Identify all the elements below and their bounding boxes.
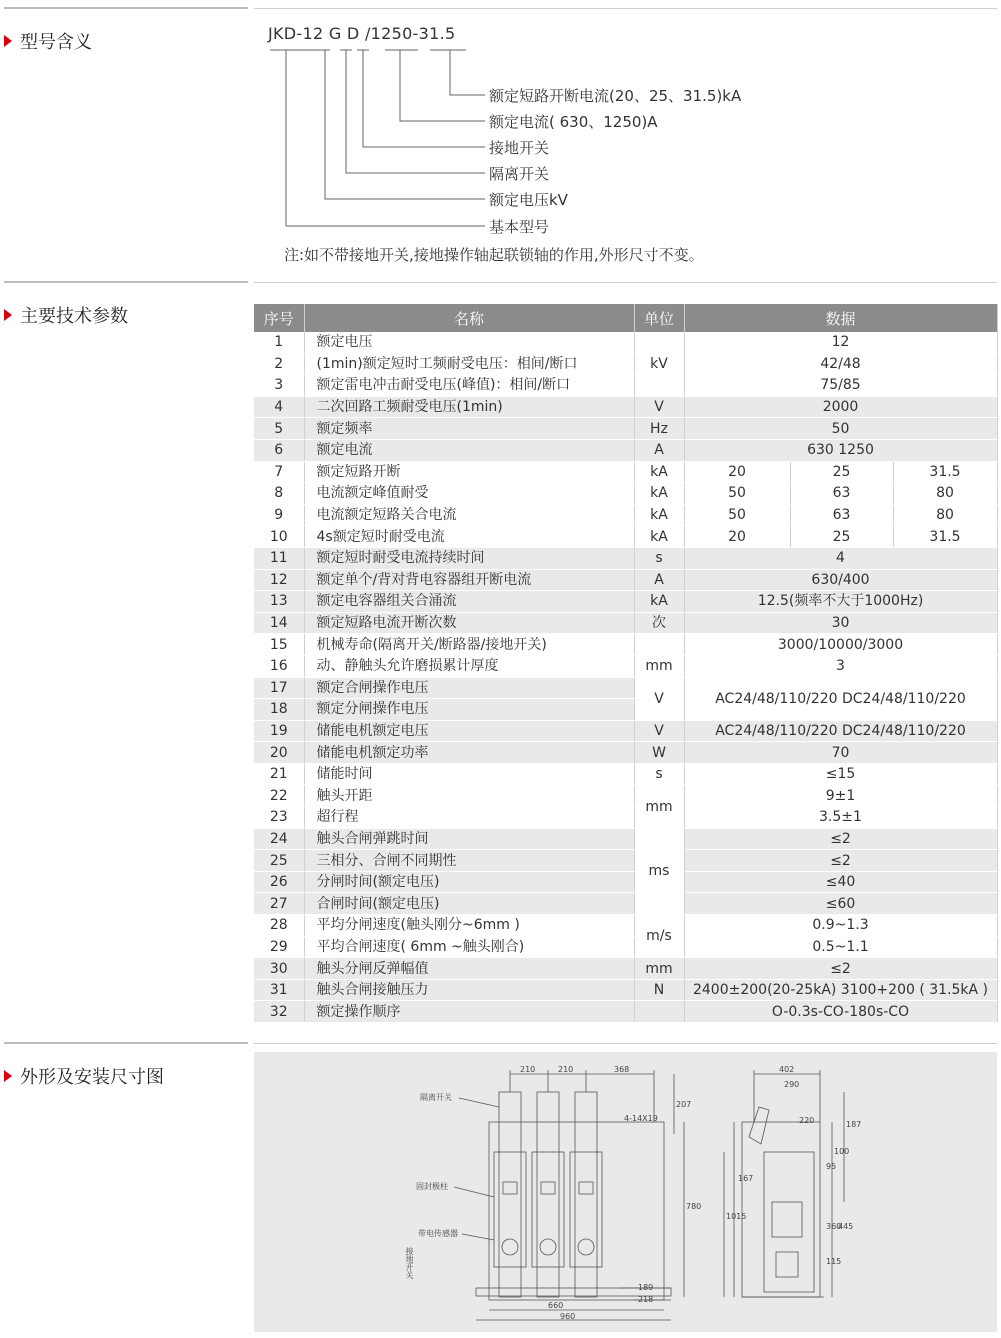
cell-no: 27 (254, 893, 304, 915)
cell-name: 额定合闸操作电压 (304, 677, 634, 699)
dim-780: 780 (686, 1202, 702, 1211)
label-pole: 固封极柱 (416, 1182, 448, 1191)
dim-360: 360 (826, 1222, 842, 1231)
dim-660: 660 (548, 1301, 564, 1310)
cell-name: 触头合闸弹跳时间 (304, 828, 634, 850)
cell-value: 630 1250 (684, 439, 997, 461)
section-drawing-title-text: 外形及安装尺寸图 (20, 1067, 164, 1088)
cell-value: ≤2 (684, 958, 997, 980)
cell-unit: V (634, 677, 684, 720)
cell-no: 2 (254, 353, 304, 375)
cell-no: 4 (254, 396, 304, 418)
cell-unit: N (634, 979, 684, 1001)
cell-unit: s (634, 547, 684, 569)
table-row (254, 785, 997, 807)
cell-value: ≤15 (684, 763, 997, 785)
cell-value: 0.9~1.3 (684, 915, 997, 937)
cell-name: 平均分闸速度(触头刚分~6mm ) (304, 915, 634, 937)
cell-value: 70 (684, 742, 997, 764)
model-code: JKD-12 G D /1250-31.5 (268, 24, 456, 43)
dim-402: 402 (779, 1065, 795, 1074)
cell-value: 2000 (684, 396, 997, 418)
cell-value-3: 80 (893, 504, 997, 526)
dim-218: 218 (638, 1295, 654, 1304)
meaning-basic-model: 基本型号 (489, 218, 550, 236)
cell-value: 4 (684, 547, 997, 569)
dim-187: 187 (846, 1120, 862, 1129)
cell-no: 3 (254, 375, 304, 397)
cell-unit: V (634, 396, 684, 418)
cell-no: 5 (254, 418, 304, 440)
cell-name: 额定雷电冲击耐受电压(峰值)：相间/断口 (304, 375, 634, 397)
cell-value-2: 63 (790, 504, 893, 526)
cell-unit: V (634, 720, 684, 742)
cell-unit: mm (634, 655, 684, 677)
table-row (254, 850, 997, 872)
cell-name: 二次回路工频耐受电压(1min) (304, 396, 634, 418)
cell-unit: kA (634, 461, 684, 483)
cell-no: 13 (254, 591, 304, 613)
cell-no: 29 (254, 936, 304, 958)
cell-value: 42/48 (684, 353, 997, 375)
dim-368: 368 (614, 1065, 630, 1074)
cell-no: 11 (254, 547, 304, 569)
dim-1015: 1015 (726, 1212, 747, 1221)
cell-no: 12 (254, 569, 304, 591)
cell-no: 30 (254, 958, 304, 980)
cell-no: 10 (254, 526, 304, 548)
table-row (254, 375, 997, 397)
section-rule-3 (4, 1042, 248, 1044)
cell-no: 14 (254, 612, 304, 634)
cell-unit: A (634, 569, 684, 591)
table-row (254, 958, 997, 980)
cell-unit: kA (634, 504, 684, 526)
cell-unit (634, 1001, 684, 1023)
cell-name: 超行程 (304, 807, 634, 829)
table-row (254, 720, 997, 742)
cell-value-3: 31.5 (893, 461, 997, 483)
dim-445: 445 (838, 1222, 854, 1231)
table-row (254, 677, 997, 699)
table-row (254, 828, 997, 850)
cell-value-2: 25 (790, 461, 893, 483)
dim-189: 189 (638, 1283, 654, 1292)
dim-220: 220 (799, 1116, 815, 1125)
cell-no: 31 (254, 979, 304, 1001)
cell-value: AC24/48/110/220 DC24/48/110/220 (684, 720, 997, 742)
table-row (254, 612, 997, 634)
cell-name: 额定电容器组关合涌流 (304, 591, 634, 613)
cell-name: 电流额定短路关合电流 (304, 504, 634, 526)
table-row (254, 547, 997, 569)
cell-value: 630/400 (684, 569, 997, 591)
cell-no: 19 (254, 720, 304, 742)
cell-no: 20 (254, 742, 304, 764)
table-row (254, 332, 997, 353)
dim-100: 100 (834, 1147, 850, 1156)
cell-value: AC24/48/110/220 DC24/48/110/220 (684, 677, 997, 720)
cell-no: 9 (254, 504, 304, 526)
table-row (254, 439, 997, 461)
table-row (254, 461, 997, 483)
cell-value: 75/85 (684, 375, 997, 397)
table-row (254, 418, 997, 440)
dim-167: 167 (738, 1174, 754, 1183)
cell-name: 额定短路电流开断次数 (304, 612, 634, 634)
table-row (254, 634, 997, 656)
cell-name: 4s额定短时耐受电流 (304, 526, 634, 548)
section-rule-3-right (254, 1043, 997, 1044)
table-row (254, 936, 997, 958)
cell-unit: kV (634, 332, 684, 396)
meaning-rated-current: 额定电流( 630、1250)A (489, 113, 658, 131)
cell-no: 7 (254, 461, 304, 483)
cell-unit: kA (634, 483, 684, 505)
cell-value: 9±1 (684, 785, 997, 807)
header-unit: 单位 (634, 304, 684, 332)
cell-name: 三相分、合闸不同期性 (304, 850, 634, 872)
cell-no: 1 (254, 332, 304, 353)
table-row (254, 979, 997, 1001)
cell-unit (634, 634, 684, 656)
section-drawing-title (4, 1063, 164, 1089)
cell-value-1: 20 (684, 461, 790, 483)
meaning-earthing-switch: 接地开关 (489, 139, 550, 157)
section-rule-2-right (254, 282, 997, 283)
cell-no: 6 (254, 439, 304, 461)
table-row (254, 396, 997, 418)
cell-name: 储能电机额定电压 (304, 720, 634, 742)
meaning-rated-voltage: 额定电压kV (489, 191, 568, 209)
cell-value-1: 20 (684, 526, 790, 548)
table-row (254, 526, 997, 548)
cell-unit: Hz (634, 418, 684, 440)
dim-210b: 210 (558, 1065, 574, 1074)
cell-no: 24 (254, 828, 304, 850)
cell-no: 26 (254, 871, 304, 893)
cell-no: 22 (254, 785, 304, 807)
params-table (254, 304, 998, 1023)
cell-no: 32 (254, 1001, 304, 1023)
cell-value-3: 80 (893, 483, 997, 505)
cell-value: 3000/10000/3000 (684, 634, 997, 656)
cell-value: ≤60 (684, 893, 997, 915)
table-row (254, 915, 997, 937)
cell-unit: m/s (634, 915, 684, 958)
cell-value: ≤40 (684, 871, 997, 893)
cell-value: 2400±200(20-25kA) 3100+200 ( 31.5kA ) (684, 979, 997, 1001)
cell-value: 50 (684, 418, 997, 440)
cell-value-2: 63 (790, 483, 893, 505)
cell-unit: mm (634, 958, 684, 980)
cell-name: 触头开距 (304, 785, 634, 807)
cell-name: 触头分闸反弹幅值 (304, 958, 634, 980)
cell-value-1: 50 (684, 483, 790, 505)
dim-210a: 210 (520, 1065, 536, 1074)
cell-name: 动、静触头允许磨损累计厚度 (304, 655, 634, 677)
dim-115: 115 (826, 1257, 842, 1266)
table-row (254, 353, 997, 375)
cell-name: 额定分闸操作电压 (304, 699, 634, 721)
cell-value: 3 (684, 655, 997, 677)
cell-unit: s (634, 763, 684, 785)
table-row (254, 569, 997, 591)
table-row (254, 504, 997, 526)
meaning-isolating-switch: 隔离开关 (489, 165, 550, 183)
cell-name: 分闸时间(额定电压) (304, 871, 634, 893)
cell-no: 8 (254, 483, 304, 505)
section-rule-2 (4, 281, 248, 283)
header-no: 序号 (254, 304, 304, 332)
table-row (254, 483, 997, 505)
cell-value: 12 (684, 332, 997, 353)
table-row (254, 655, 997, 677)
outline-drawing-svg (254, 1052, 997, 1332)
table-row (254, 1001, 997, 1023)
header-name: 名称 (304, 304, 634, 332)
dim-207: 207 (676, 1100, 692, 1109)
label-earth: 接地开关 (405, 1247, 414, 1279)
cell-no: 15 (254, 634, 304, 656)
cell-value: ≤2 (684, 828, 997, 850)
cell-no: 18 (254, 699, 304, 721)
section-model-title-text: 型号含义 (20, 32, 92, 53)
cell-unit: ms (634, 828, 684, 914)
cell-name: 触头合闸接触压力 (304, 979, 634, 1001)
cell-no: 21 (254, 763, 304, 785)
cell-unit: kA (634, 526, 684, 548)
cell-name: 额定单个/背对背电容器组开断电流 (304, 569, 634, 591)
cell-name: 机械寿命(隔离开关/断路器/接地开关) (304, 634, 634, 656)
cell-no: 23 (254, 807, 304, 829)
table-row (254, 893, 997, 915)
dim-290: 290 (784, 1080, 800, 1089)
triangle-bullet-icon (4, 1070, 12, 1082)
cell-name: 额定电流 (304, 439, 634, 461)
cell-name: 储能时间 (304, 763, 634, 785)
cell-unit: A (634, 439, 684, 461)
cell-name: 储能电机额定功率 (304, 742, 634, 764)
cell-unit: kA (634, 591, 684, 613)
cell-no: 28 (254, 915, 304, 937)
cell-value: O-0.3s-CO-180s-CO (684, 1001, 997, 1023)
cell-unit: mm (634, 785, 684, 828)
meaning-breaking-current: 额定短路开断电流(20、25、31.5)kA (489, 87, 742, 105)
triangle-bullet-icon (4, 309, 12, 321)
cell-name: 额定频率 (304, 418, 634, 440)
cell-value-1: 50 (684, 504, 790, 526)
cell-value-2: 25 (790, 526, 893, 548)
dim-4x14: 4-14X19 (624, 1114, 658, 1123)
cell-no: 17 (254, 677, 304, 699)
cell-value: 12.5(频率不大于1000Hz) (684, 591, 997, 613)
table-row (254, 591, 997, 613)
cell-no: 16 (254, 655, 304, 677)
cell-name: 额定短路开断 (304, 461, 634, 483)
cell-value: 30 (684, 612, 997, 634)
cell-value: 3.5±1 (684, 807, 997, 829)
cell-value-3: 31.5 (893, 526, 997, 548)
label-isolator: 隔离开关 (420, 1093, 452, 1102)
cell-name: 合闸时间(额定电压) (304, 893, 634, 915)
cell-name: 额定电压 (304, 332, 634, 353)
table-row (254, 763, 997, 785)
cell-no: 25 (254, 850, 304, 872)
table-header-row (254, 304, 997, 332)
cell-unit: 次 (634, 612, 684, 634)
section-params-title-text: 主要技术参数 (20, 306, 128, 327)
table-row (254, 742, 997, 764)
label-sensor: 带电传感器 (418, 1229, 458, 1238)
dim-960: 960 (560, 1312, 576, 1321)
cell-name: (1min)额定短时工频耐受电压：相间/断口 (304, 353, 634, 375)
section-params-title (4, 302, 128, 328)
cell-value: 0.5~1.1 (684, 936, 997, 958)
cell-name: 电流额定峰值耐受 (304, 483, 634, 505)
cell-name: 额定短时耐受电流持续时间 (304, 547, 634, 569)
header-data: 数据 (684, 304, 997, 332)
cell-value: ≤2 (684, 850, 997, 872)
cell-name: 平均合闸速度( 6mm ~触头刚合) (304, 936, 634, 958)
table-row (254, 807, 997, 829)
dim-95: 95 (826, 1162, 837, 1171)
cell-name: 额定操作顺序 (304, 1001, 634, 1023)
outline-drawing (254, 1052, 997, 1332)
cell-unit: W (634, 742, 684, 764)
model-note: 注:如不带接地开关,接地操作轴起联锁轴的作用,外形尺寸不变。 (284, 246, 704, 264)
table-row (254, 871, 997, 893)
